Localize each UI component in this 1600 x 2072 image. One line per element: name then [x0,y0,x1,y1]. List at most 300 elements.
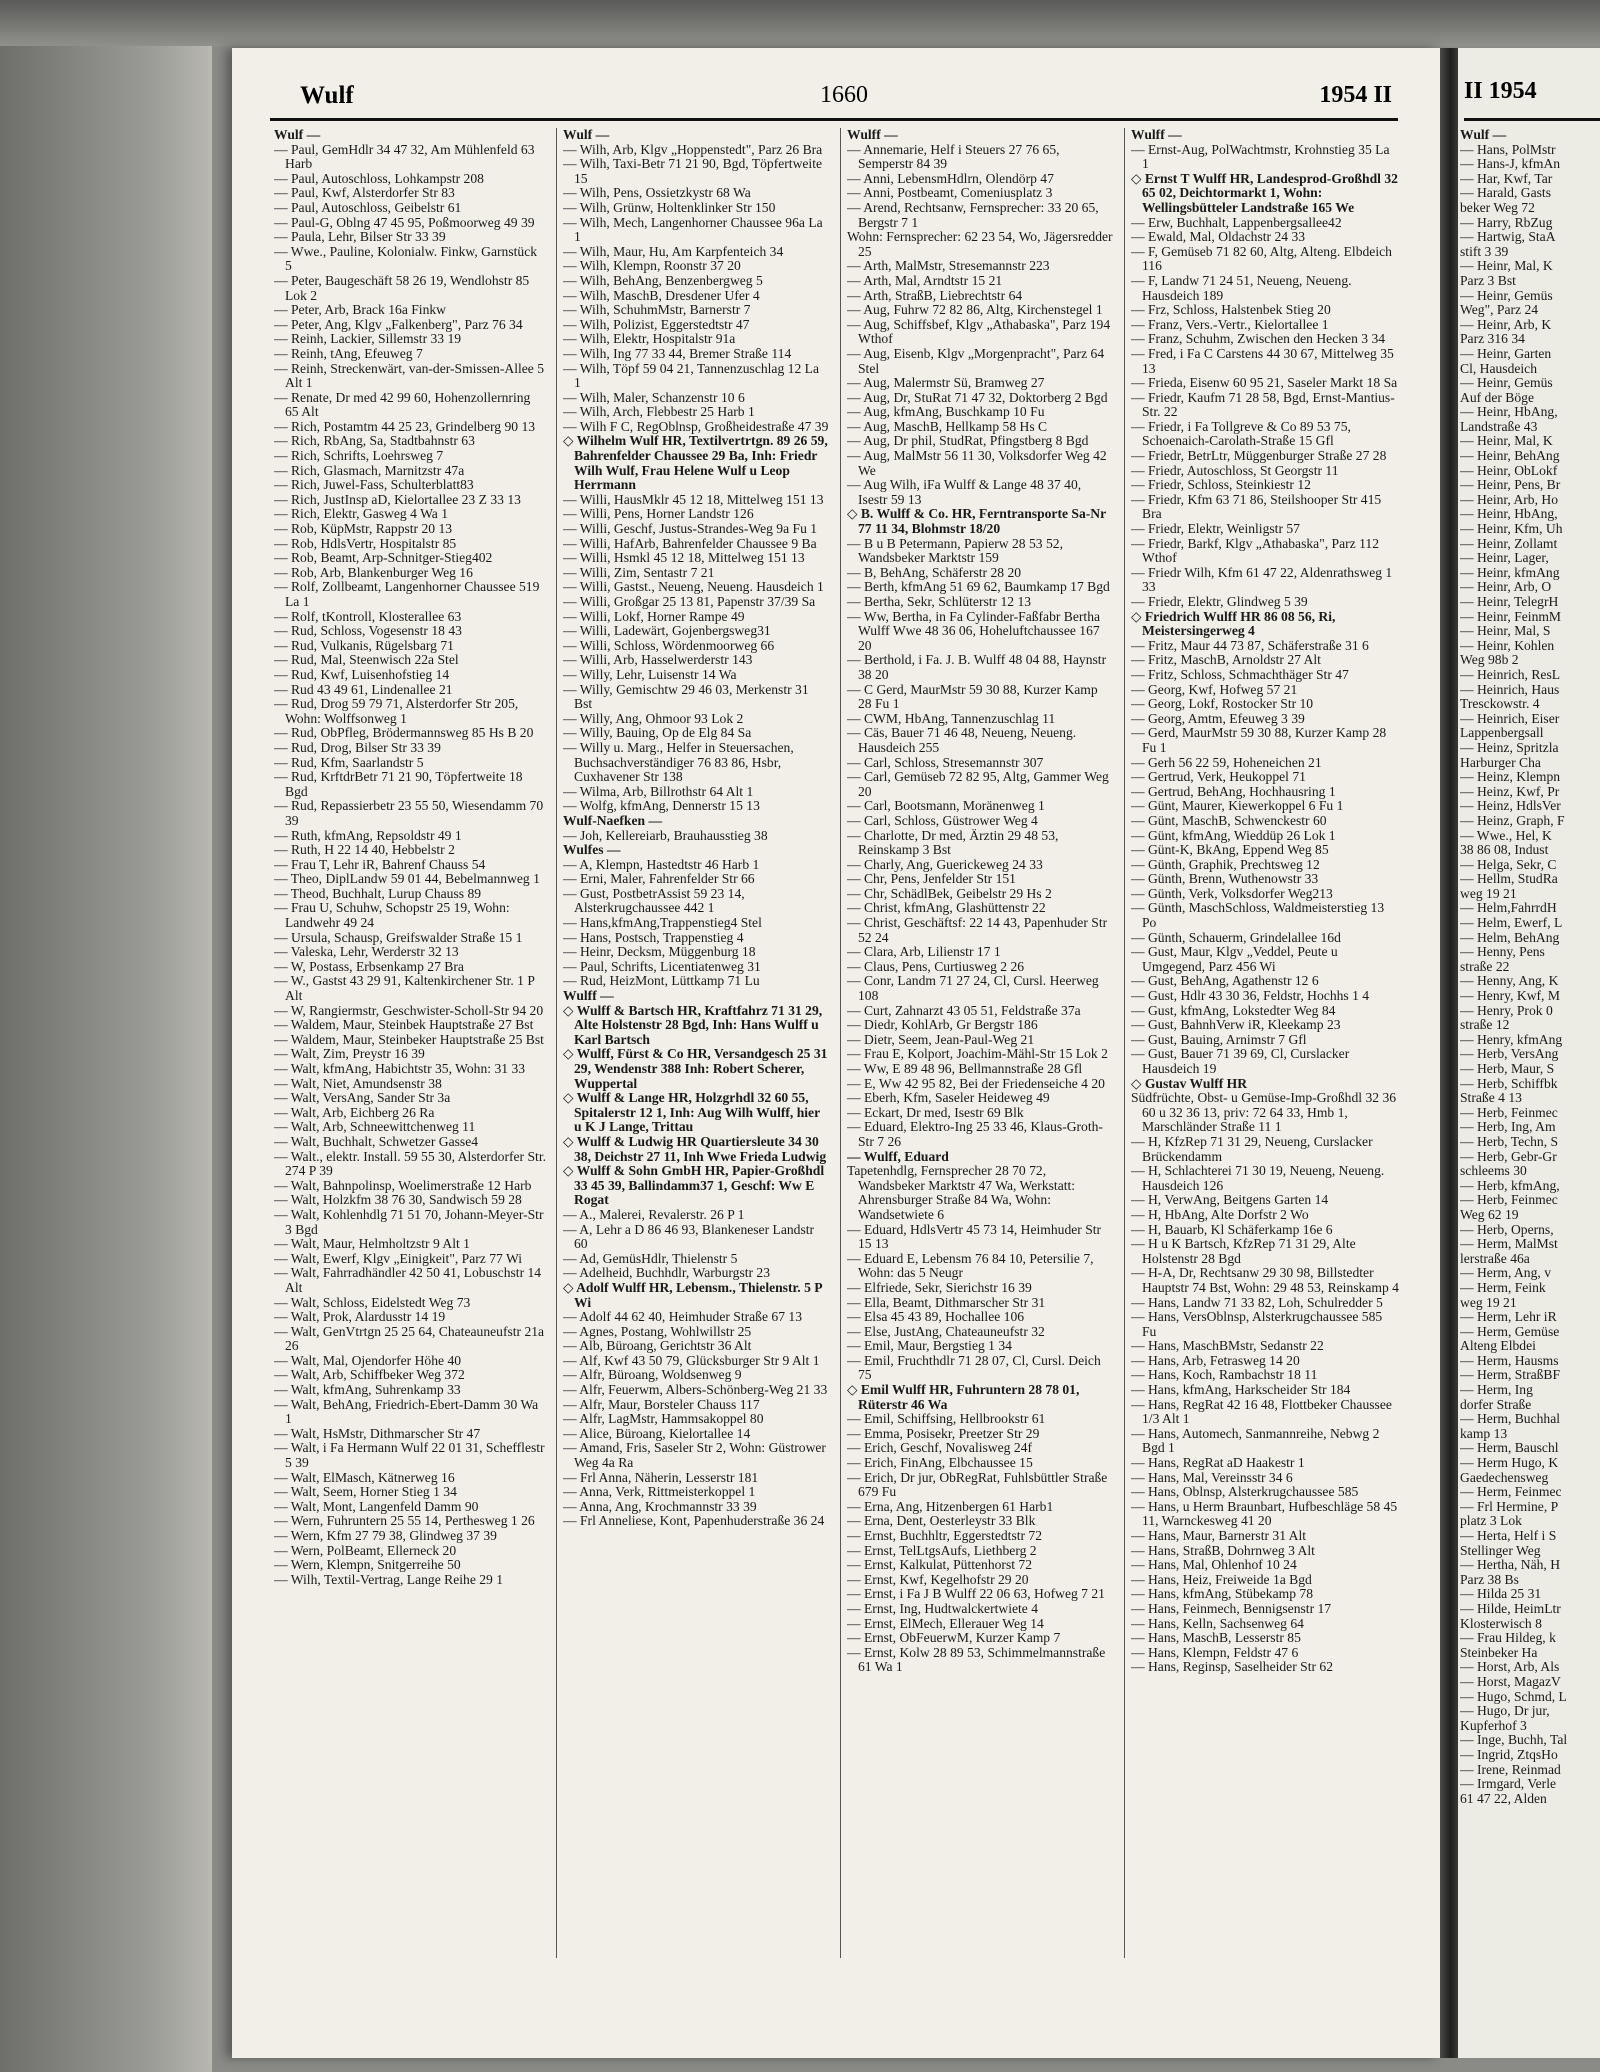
directory-entry: — Walt, Zim, Preystr 16 39 [274,1046,425,1062]
directory-entry: — Gerd, MaurMstr 59 30 88, Kurzer Kamp 28 Fu 1 [1131,725,1387,755]
directory-entry: — Hans, Reginsp, Saselheider Str 62 [1131,1659,1333,1675]
directory-entry: — Paul, Kwf, Alsterdorfer Str 83 [274,185,455,201]
directory-entry: — Rud, Repassierbetr 23 55 50, Wiesendamm 70 39 [274,798,544,828]
directory-entry: 38 86 08, Indust [1460,842,1549,858]
directory-entry: — W, Rangiermstr, Geschwister-Scholl-Str 94 20 [274,1002,544,1018]
directory-entry: — Paula, Lehr, Bilser Str 33 39 [274,229,446,245]
directory-entry: — A, Klempn, Hastedtstr 46 Harb 1 [563,856,760,872]
directory-entry: — Herm, Ang, v [1460,1265,1551,1281]
directory-entry: — Anni, LebensmHdlrn, Olendörp 47 [847,170,1054,186]
directory-entry: — Horst, MagazV [1460,1673,1561,1689]
column-divider [556,128,557,1958]
directory-entry: — Reinh, tAng, Efeuweg 7 [274,345,423,361]
book-gutter [1440,48,1458,2058]
directory-entry: — Henry, kfmAng [1460,1031,1563,1047]
directory-entry: kamp 13 [1460,1425,1508,1441]
directory-entry: Wulf-Naefken — [563,812,663,828]
directory-entry: — B u B Petermann, Papierw 28 53 52, Wandsbeker Marktstr 159 [847,535,1063,566]
directory-entry: — Hans, Kelln, Sachsenweg 64 [1131,1615,1304,1631]
directory-entry: ◇ Emil Wulff HR, Fuhruntern 28 78 01, Rüterstr 46 Wa [847,1382,1080,1412]
directory-entry: — Günth, Schauerm, Grindelallee 16d [1131,929,1341,945]
directory-entry: — Herb, Operns, [1460,1221,1554,1237]
directory-entry: — Clara, Arb, Lilienstr 17 1 [847,944,1001,960]
directory-entry: stift 3 39 [1460,243,1509,259]
directory-entry: — Ernst, TelLtgsAufs, Liethberg 2 [847,1542,1037,1558]
directory-entry: — Frz, Schloss, Halstenbek Stieg 20 [1131,302,1331,318]
directory-entry: ◇ Friedrich Wulff HR 86 08 56, Ri, Meistersingerweg 4 [1131,608,1336,639]
directory-entry: — Ernst, Kalkulat, Püttenhorst 72 [847,1557,1033,1573]
directory-entry: — Valeska, Lehr, Werderstr 32 13 [274,944,459,960]
directory-entry: — Walt, ElMasch, Kätnerweg 16 [274,1469,455,1485]
directory-entry: — Hans, Landw 71 33 82, Loh, Schulredder 5 [1131,1294,1383,1310]
directory-entry: — Frau Hildeg, k [1460,1630,1556,1646]
directory-entry: — Günt, kfmAng, Wieddüp 26 Lok 1 [1131,827,1336,843]
directory-entry: — H u K Bartsch, KfzRep 71 31 29, Alte Holstenstr 28 Bgd [1131,1236,1356,1266]
directory-entry: — Hans, PolMstr [1460,141,1556,157]
directory-entry: — Diedr, KohlArb, Gr Bergstr 186 [847,1017,1038,1033]
directory-entry: — Hans, Koch, Rambachstr 18 11 [1131,1367,1318,1383]
directory-entry: — Har, Kwf, Tar [1460,170,1553,186]
directory-entry: — Paul, Autoschloss, Lohkampstr 208 [274,170,484,186]
directory-entry: — Ewald, Mal, Oldachstr 24 33 [1131,229,1306,245]
directory-entry: — Heinr, BehAng [1460,448,1560,464]
directory-entry: — Erni, Maler, Fahrenfelder Str 66 [563,871,755,887]
directory-entry: — Willy, Gemischtw 29 46 03, Merkenstr 31 Bst [563,681,809,712]
directory-entry: weg 19 21 [1460,1294,1517,1310]
directory-entry: — Carl, Bootsmann, Moränenweg 1 [847,798,1045,814]
directory-entry: ◇ B. Wulff & Co. HR, Ferntransporte Sa-Nr 77 11 34, Blohmstr 18/20 [847,506,1106,537]
directory-entry: — Walt., elektr. Install. 59 55 30, Alsterdorfer Str. 274 P 39 [274,1148,546,1179]
directory-entry: — Alfr, Maur, Borsteler Chauss 117 [563,1396,760,1412]
directory-entry: ◇ Adolf Wulff HR, Lebensm., Thielenstr. 5 P Wi [563,1279,822,1310]
directory-entry: — Herm, StraßBF [1460,1367,1561,1383]
directory-entry: — Wern, PolBeamt, Ellerneck 20 [274,1542,457,1558]
directory-entry: — Anni, Postbeamt, Comeniusplatz 3 [847,185,1053,201]
directory-entry: ◇ Wulff & Sohn GmbH HR, Papier-Großhdl 33 45 39, Ballindamm37 1, Geschf: Ww E Rogat [563,1163,825,1208]
directory-entry: — Erw, Buchhalt, Lappenbergsallee42 [1131,214,1342,230]
directory-entry: — Hartwig, StaA [1460,229,1556,245]
directory-entry: — Walt, Arb, Schneewittchenweg 11 [274,1119,476,1135]
directory-entry: — Charlotte, Dr med, Ärztin 29 48 53, Reinskamp 3 Bst [847,827,1059,858]
directory-entry: — Dietr, Seem, Jean-Paul-Weg 21 [847,1031,1035,1047]
directory-entry: — Günt, MaschB, Schwenckestr 60 [1131,812,1327,828]
directory-entry: — Wilh, Grünw, Holtenklinker Str 150 [563,199,776,215]
directory-entry: — Carl, Schloss, Stresemannstr 307 [847,754,1044,770]
directory-entry: — Walt, kfmAng, Habichtstr 35, Wohn: 31 33 [274,1061,526,1076]
directory-entry: — Berth, kfmAng 51 69 62, Baumkamp 17 Bgd [847,579,1110,595]
directory-entry: Landstraße 43 [1460,418,1538,434]
directory-entry: — Eberh, Kfm, Saseler Heideweg 49 [847,1090,1050,1106]
directory-entry: — Willi, HausMklr 45 12 18, Mittelweg 151 13 [563,491,824,507]
directory-entry: — Walt, kfmAng, Suhrenkamp 33 [274,1382,461,1398]
directory-entry: — E, Ww 42 95 82, Bei der Friedenseiche 4 20 [847,1075,1105,1091]
directory-entry: Wulfes — [563,842,621,858]
directory-entry: Straße 4 13 [1460,1090,1522,1106]
directory-entry: — Rud, Kfm, Saarlandstr 5 [274,754,424,770]
directory-entry: — Rich, Juwel-Fass, Schulterblatt83 [274,477,474,493]
directory-entry: — Herb, kfmAng, [1460,1177,1560,1193]
directory-entry: — Aug, Eisenb, Klgv „Morgenpracht", Parz 64 Stel [847,345,1105,376]
directory-entry: — Willi, Zim, Sentastr 7 21 [563,564,715,580]
directory-entry: — Wilh, Elektr, Hospitalstr 91a [563,331,736,347]
directory-entry: — Ad, GemüsHdlr, Thielenstr 5 [563,1250,738,1266]
directory-entry: — Wilh, MaschB, Dresdener Ufer 4 [563,287,760,303]
directory-entry: — Franz, Vers.-Vertr., Kielortallee 1 [1131,316,1329,332]
directory-entry: — Walt, Schloss, Eidelstedt Weg 73 [274,1294,471,1310]
directory-entry: — Reinh, Lackier, Sillemstr 33 19 [274,331,462,347]
directory-entry: — Fred, i Fa C Carstens 44 30 67, Mittelweg 35 13 [1131,345,1394,376]
directory-entry: — Rob, Arb, Blankenburger Weg 16 [274,564,473,580]
directory-entry: — H, Bauarb, Kl Schäferkamp 16e 6 [1131,1221,1333,1237]
directory-entry: — Wilh, SchuhmMstr, Barnerstr 7 [563,302,751,318]
directory-entry: — Arth, StraßB, Liebrechtstr 64 [847,287,1023,303]
directory-entry: — Ernst, Kolw 28 89 53, Schimmelmannstraße 61 Wa 1 [847,1644,1106,1675]
directory-entry: — Friedr, Barkf, Klgv „Athabaska", Parz 112 Wthof [1131,535,1379,566]
directory-entry: — Paul-G, Oblng 47 45 95, Poßmoorweg 49 39 [274,214,535,230]
directory-entry: — Eduard, HdlsVertr 45 73 14, Heimhuder Str 15 13 [847,1221,1102,1252]
directory-entry: — Rud, Mal, Steenwisch 22a Stel [274,652,459,668]
directory-entry: — Hans, MaschBMstr, Sedanstr 22 [1131,1338,1324,1354]
directory-entry: — Rich, RbAng, Sa, Stadtbahnstr 63 [274,433,475,449]
directory-entry: — Rud 43 49 61, Lindenallee 21 [274,681,453,697]
directory-entry: Wohn: Fernsprecher: 62 23 54, Wo, Jägersredder 25 [847,229,1113,259]
directory-entry: Kupferhof 3 [1460,1717,1527,1733]
directory-entry: — Aug, Dr, StuRat 71 47 32, Doktorberg 2 Bgd [847,389,1108,405]
directory-entry: — Walt, Niet, Amundsenstr 38 [274,1075,442,1091]
directory-entry: — Waldem, Maur, Steinbek Hauptstraße 27 Bst [274,1017,534,1033]
directory-entry: platz 3 Lok [1460,1513,1522,1529]
directory-entry: — Alb, Büroang, Gerichtstr 36 Alt [563,1338,752,1354]
directory-entry: — Wilh, Maler, Schanzenstr 10 6 [563,389,745,405]
directory-entry: — Hans, RegRat 42 16 48, Flottbeker Chaussee 1/3 Alt 1 [1131,1396,1392,1427]
directory-entry: — Willi, Großgar 25 13 81, Papenstr 37/39 Sa [563,594,816,609]
directory-entry: — Heinr, ObLokf [1460,462,1558,478]
directory-entry: — Herm, MalMst [1460,1236,1558,1252]
directory-entry: — Wilh, Polizist, Eggerstedtstr 47 [563,316,750,332]
directory-entry: — Walt, VersAng, Sander Str 3a [274,1090,451,1106]
directory-entry: — Willi, Lokf, Horner Rampe 49 [563,608,745,624]
directory-entry: — Eduard E, Lebensm 76 84 10, Petersilie 7, Wohn: das 5 Neugr [847,1250,1094,1281]
directory-entry: — Herta, Helf i S [1460,1528,1557,1543]
directory-entry: — H, KfzRep 71 31 29, Neueng, Curslacker Brückendamm [1131,1133,1373,1164]
directory-entry: — Conr, Landm 71 27 24, Cl, Cursl. Heerweg 108 [847,973,1099,1004]
directory-entry: — Rich, Schrifts, Loehrsweg 7 [274,448,444,464]
directory-entry: — Peter, Arb, Brack 16a Finkw [274,302,446,318]
directory-entry: — Curt, Zahnarzt 43 05 51, Feldstraße 37a [847,1002,1081,1018]
directory-entry: — Walt, Mont, Langenfeld Damm 90 [274,1498,479,1514]
directory-entry: — Emil, Schiffsing, Hellbrookstr 61 [847,1411,1046,1427]
directory-entry: — F, Landw 71 24 51, Neueng, Neueng. Hausdeich 189 [1131,272,1352,303]
next-page-header: II 1954 [1464,78,1600,121]
directory-entry: — Walt, Arb, Eichberg 26 Ra [274,1104,435,1120]
directory-entry: — Heinr, FeinmM [1460,608,1562,624]
directory-entry: — Heinr, Lager, [1460,550,1549,566]
directory-entry: — Herm, Feinmec [1460,1484,1562,1500]
directory-entry: — Walt, BehAng, Friedrich-Ebert-Damm 30 Wa 1 [274,1396,539,1427]
directory-entry: — Günt, Maurer, Kiewerkoppel 6 Fu 1 [1131,798,1344,814]
directory-entry: — Walt, Maur, Helmholtzstr 9 Alt 1 [274,1236,470,1252]
directory-entry: — Irmgard, Verle [1460,1776,1557,1792]
directory-entry: — Irene, Reinmad [1460,1761,1561,1777]
directory-entry: — Friedr, Kfm 63 71 86, Steilshooper Str 415 Bra [1131,491,1382,522]
directory-entry: — Herm Hugo, K [1460,1455,1559,1471]
directory-entry: — Hilde, HeimLtr [1460,1600,1561,1616]
directory-entry: — Rud, Drog, Bilser Str 33 39 [274,739,441,755]
directory-entry: — Walt, Buchhalt, Schwetzer Gasse4 [274,1133,479,1149]
directory-entry: — Gust, BahnhVerw iR, Kleekamp 23 [1131,1017,1341,1033]
directory-entry: — Wilh, Maur, Hu, Am Karpfenteich 34 [563,243,784,259]
directory-entry: — Frieda, Eisenw 60 95 21, Saseler Markt 18 Sa [1131,375,1398,391]
directory-entry: — Heinz, HdlsVer [1460,798,1561,814]
directory-entry: — Joh, Kellereiarb, Brauhausstieg 38 [563,827,768,843]
directory-entry: — Herm, Hausms [1460,1352,1559,1368]
directory-entry: — Rich, Elektr, Gasweg 4 Wa 1 [274,506,449,522]
directory-entry: — Wilh, Pens, Ossietzkystr 68 Wa [563,185,751,201]
directory-entry: — Walt, Kohlenhdlg 71 51 70, Johann-Meyer-Str 3 Bgd [274,1206,544,1237]
directory-entry: — Rich, JustInsp aD, Kielortallee 23 Z 33 13 [274,491,521,507]
directory-entry: — Aug, MaschB, Hellkamp 58 Hs C [847,418,1048,434]
directory-entry: — Henny, Pens [1460,944,1545,960]
directory-entry: — Wilh, Töpf 59 04 21, Tannenzuschlag 12 La 1 [563,360,819,391]
directory-entry: — Heinr, Garten [1460,345,1552,361]
directory-entry: — Paul, GemHdlr 34 47 32, Am Mühlenfeld 63 Harb [274,141,535,172]
directory-entry: — Walt, Ewerf, Klgv „Einigkeit", Parz 77 Wi [274,1250,523,1266]
directory-entry: — CWM, HbAng, Tannenzuschlag 11 [847,710,1056,726]
directory-entry: dorfer Straße [1460,1396,1532,1412]
directory-entry: — Herm, Gemüse [1460,1323,1560,1339]
directory-entry: Weg 62 19 [1460,1206,1519,1222]
directory-entry: — Christ, kfmAng, Glashüttenstr 22 [847,900,1046,916]
directory-entry: — Bertha, Sekr, Schlüterstr 12 13 [847,594,1032,609]
directory-entry: — Herm, Buchhal [1460,1411,1561,1427]
directory-entry: — Helm, Ewerf, L [1460,915,1563,931]
directory-entry: Parz 38 Bs [1460,1571,1519,1587]
directory-entry: — Chr, Pens, Jenfelder Str 151 [847,871,1016,887]
directory-entry: — Willi, Pens, Horner Landstr 126 [563,506,754,522]
directory-entry: Harburger Cha [1460,754,1541,770]
directory-entry: — Ernst, ObFeuerwM, Kurzer Kamp 7 [847,1630,1061,1646]
directory-entry: — A, Lehr a D 86 46 93, Blankeneser Landstr 60 [563,1221,815,1252]
directory-entry: — Ingrid, ZtqsHo [1460,1746,1558,1762]
directory-entry: — Walt, GenVtrtgn 25 25 64, Chateauneufstr 21a 26 [274,1323,545,1354]
directory-entry: — Aug, kfmAng, Buschkamp 10 Fu [847,404,1045,420]
directory-entry: — Amand, Fris, Saseler Str 2, Wohn: Güstrower Weg 4a Ra [563,1440,826,1471]
directory-entry: — Arth, Mal, Arndtstr 15 21 [847,272,1003,288]
directory-entry: — Hans, u Herm Braunbart, Hufbeschläge 58 45 11, Warnckesweg 41 20 [1131,1498,1398,1529]
directory-entry: — Wilh, Taxi-Betr 71 21 90, Bgd, Töpfertweite 15 [563,156,823,186]
page-header [270,78,1398,121]
directory-entry: Steinbeker Ha [1460,1644,1538,1660]
directory-entry: — Georg, Lokf, Rostocker Str 10 [1131,696,1314,712]
directory-entry: — Heinr, Zollamt [1460,535,1558,551]
directory-entry: Cl, Hausdeich [1460,360,1538,376]
directory-entry: — Wilh, Klempn, Roonstr 37 20 [563,258,741,274]
directory-entry: — Willy, Bauing, Op de Elg 84 Sa [563,725,752,741]
directory-entry: — Cäs, Bauer 71 46 48, Neueng, Neueng. Hausdeich 255 [847,725,1077,755]
directory-entry: — Willy, Ang, Ohmoor 93 Lok 2 [563,710,744,726]
directory-entry: — Rob, HdlsVertr, Hospitalstr 85 [274,535,457,551]
directory-entry: — Heinr, Pens, Br [1460,477,1561,493]
directory-entry: — Hans, Postsch, Trappenstieg 4 [563,929,744,945]
directory-entry: — Heinz, Kwf, Pr [1460,783,1560,799]
directory-entry: Weg", Parz 24 [1460,302,1539,318]
directory-column-4 [1131,128,1399,2028]
directory-entry: — Herm, Ing [1460,1382,1533,1398]
directory-entry: — Eduard, Elektro-Ing 25 33 46, Klaus-Groth-Str 7 26 [847,1119,1103,1149]
directory-entry: — Heinr, Mal, S [1460,623,1551,639]
directory-entry: — Hans, Arb, Fetrasweg 14 20 [1131,1352,1300,1368]
header-year-volume: 1954 II [1319,82,1392,108]
directory-entry: ◇ Wulff, Fürst & Co HR, Versandgesch 25 31 29, Wendenstr 388 Inh: Robert Scherer, Wuppertal [563,1046,828,1091]
directory-entry: — Erna, Dent, Oesterleystr 33 Blk [847,1513,1036,1529]
directory-entry: — B, BehAng, Schäferstr 28 20 [847,564,1022,580]
directory-entry: — Heinr, Decksm, Müggenburg 18 [563,944,756,960]
directory-entry: Wulff — [1131,128,1182,142]
directory-entry: — Alfr, Büroang, Woldsenweg 9 [563,1367,742,1383]
directory-entry: — Franz, Schuhm, Zwischen den Hecken 3 34 [1131,331,1386,347]
directory-entry: — Wern, Kfm 27 79 38, Glindweg 37 39 [274,1528,497,1543]
header-surname: Wulf [300,82,354,109]
directory-entry: — Else, JustAng, Chateauneufstr 32 [847,1323,1045,1339]
directory-entry: — Henry, Prok 0 [1460,1002,1553,1018]
directory-entry: — Aug, Malermstr Sü, Bramweg 27 [847,375,1045,391]
directory-entry: — Arth, MalMstr, Stresemannstr 223 [847,258,1050,274]
directory-entry: — Emil, Maur, Bergstieg 1 34 [847,1338,1012,1354]
directory-entry: — Helm,FahrrdH [1460,900,1557,916]
directory-entry: — Erna, Ang, Hitzenbergen 61 Harb1 [847,1498,1054,1514]
directory-entry: — Peter, Baugeschäft 58 26 19, Wendlohstr 85 Lok 2 [274,272,530,303]
directory-entry: — Heinr, HbAng, [1460,404,1558,420]
directory-entry: — Ruth, H 22 14 40, Hebbelstr 2 [274,842,455,858]
directory-entry: Parz 316 34 [1460,331,1525,347]
directory-entry: — Hilda 25 31 [1460,1586,1542,1602]
directory-entry: — Wilh, Ing 77 33 44, Bremer Straße 114 [563,345,792,361]
directory-entry: — Ursula, Schausp, Greifswalder Straße 15 1 [274,929,523,945]
directory-entry: — W., Gastst 43 29 91, Kaltenkirchener Str. 1 P Alt [274,973,535,1004]
directory-entry: — Hans, Feinmech, Bennigsenstr 17 [1131,1600,1332,1616]
directory-entry: — Herm, Lehr iR [1460,1309,1557,1325]
directory-entry: — Aug, Fuhrw 72 82 86, Altg, Kirchenstegel 1 [847,302,1103,318]
directory-entry: — Friedr, Kaufm 71 28 58, Bgd, Ernst-Mantius-Str. 22 [1131,389,1395,420]
directory-entry: — Friedr, Elektr, Weinligstr 57 [1131,521,1300,537]
directory-entry: — Annemarie, Helf i Steuers 27 76 65, Semperstr 84 39 [847,141,1060,172]
directory-entry: Wulff — [847,128,898,142]
directory-entry: — Wilh, Arb, Klgv „Hoppenstedt", Parz 26 Bra [563,141,823,157]
directory-entry: — Wern, Klempn, Snitgerreihe 50 [274,1557,461,1573]
directory-column-1 [274,128,546,2028]
directory-entry: — Wilh, BehAng, Benzenbergweg 5 [563,272,763,288]
directory-entry: ◇ Ernst T Wulff HR, Landesprod-Großhdl 32 65 02, Deichtormarkt 1, Wohn: Wellingsbütteler Landstraße 165 We [1131,170,1398,215]
directory-entry: — Frl Anneliese, Kont, Papenhuderstraße 36 24 [563,1513,825,1529]
directory-entry: — Hans,kfmAng,Trappenstieg4 Stel [563,915,762,931]
directory-entry: — Aug Wilh, iFa Wulff & Lange 48 37 40, Isestr 59 13 [847,477,1082,507]
directory-entry: — Elsa 45 43 89, Hochallee 106 [847,1309,1025,1325]
directory-entry: Wulff — [563,988,614,1004]
directory-entry: — Hans, Mal, Vereinsstr 34 6 [1131,1469,1293,1485]
directory-entry: — Willi, Geschf, Justus-Strandes-Weg 9a Fu 1 [563,521,818,537]
directory-entry: — Heinr, Arb, K [1460,316,1552,332]
directory-entry: — Heinr, Gemüs [1460,375,1553,391]
directory-entry: — Frau E, Kolport, Joachim-Mähl-Str 15 Lok 2 [847,1046,1108,1062]
directory-entry: — Willi, Arb, Hasselwerderstr 143 [563,652,753,668]
directory-entry: — Eckart, Dr med, Isestr 69 Blk [847,1104,1024,1120]
directory-entry: Wulf — [1460,128,1507,142]
directory-entry: — Heinr, Kfm, Uh [1460,521,1563,537]
directory-entry: — Ruth, kfmAng, Repsoldstr 49 1 [274,827,462,843]
directory-entry: — Frau T, Lehr iR, Bahrenf Chauss 54 [274,856,486,872]
directory-entry: — Hugo, Schmd, L [1460,1688,1567,1704]
directory-entry: — Rich, Postamtm 44 25 23, Grindelberg 90 13 [274,418,536,434]
directory-entry: — Hans, kfmAng, Stübekamp 78 [1131,1586,1313,1602]
directory-entry: — Frl Anna, Näherin, Lesserstr 181 [563,1469,759,1485]
directory-entry: — Hans-J, kfmAn [1460,156,1561,172]
directory-entry: — Christ, Geschäftsf: 22 14 43, Papenhuder Str 52 24 [847,915,1108,945]
directory-entry: — Gertrud, Verk, Heukoppel 71 [1131,769,1306,785]
directory-entry: — Erich, Geschf, Novalisweg 24f [847,1440,1032,1456]
directory-entry: — Walt, Prok, Alardusstr 14 19 [274,1309,446,1325]
directory-entry: — Erich, Dr jur, ObRegRat, Fuhlsbüttler Straße 679 Fu [847,1469,1108,1500]
directory-entry: beker Weg 72 [1460,199,1535,215]
directory-entry: lerstraße 46a [1460,1250,1530,1266]
directory-entry: — Aug, Schiffsbef, Klgv „Athabaska", Parz 194 Wthof [847,316,1111,347]
directory-entry: — Wwe., Pauline, Kolonialw. Finkw, Garnstück 5 [274,243,538,274]
directory-entry: Auf der Böge [1460,389,1534,405]
directory-entry: — Walt, Fahrradhändler 42 50 41, Lobuschstr 14 Alt [274,1265,542,1295]
directory-entry: — Heinrich, ResL [1460,666,1561,682]
directory-entry: — A., Malerei, Revalerstr. 26 P 1 [563,1206,745,1222]
directory-entry: — Günth, Verk, Volksdorfer Weg213 [1131,885,1333,901]
directory-entry: — Rud, Kwf, Luisenhofstieg 14 [274,666,450,682]
directory-entry: — Elfriede, Sekr, Sierichstr 16 39 [847,1279,1032,1295]
directory-entry: — Hans, Heiz, Freiweide 1a Bgd [1131,1571,1312,1587]
directory-entry: — Georg, Kwf, Hofweg 57 21 [1131,681,1298,697]
directory-entry: — Walt, i Fa Hermann Wulf 22 01 31, Schefflestr 5 39 [274,1440,545,1471]
directory-entry: — Heinrich, Eiser [1460,710,1560,726]
scan-background-top [0,0,1600,46]
column-divider [1124,128,1125,1958]
directory-entry: — Georg, Amtm, Efeuweg 3 39 [1131,710,1305,726]
directory-entry: — Ella, Beamt, Dithmarscher Str 31 [847,1294,1046,1310]
directory-entry: ◇ Wulff & Bartsch HR, Kraftfahrz 71 31 29, Alte Holstenstr 28 Bgd, Inh: Hans Wulff u Karl Bartsch [563,1002,823,1047]
directory-entry: — Fritz, Maur 44 73 87, Schäferstraße 31 6 [1131,637,1369,653]
directory-entry: schleems 30 [1460,1163,1527,1179]
directory-entry: — Hans, VersOblnsp, Alsterkrugchaussee 585 Fu [1131,1309,1383,1339]
directory-entry: — Willi, Schloss, Wördenmoorweg 66 [563,637,775,653]
directory-entry: — Ernst, Buchhltr, Eggerstedtstr 72 [847,1528,1043,1543]
directory-entry: straße 12 [1460,1017,1510,1033]
directory-entry: — Wulff, Eduard [847,1148,949,1164]
directory-entry: — Paul, Autoschloss, Geibelstr 61 [274,199,462,215]
directory-entry: — C Gerd, MaurMstr 59 30 88, Kurzer Kamp 28 Fu 1 [847,681,1098,712]
directory-entry: — Gust, Bauing, Arnimstr 7 Gfl [1131,1031,1307,1047]
directory-entry: — Fritz, MaschB, Arnoldstr 27 Alt [1131,652,1321,668]
directory-entry: Klosterwisch 8 [1460,1615,1542,1631]
directory-entry: — Claus, Pens, Curtiusweg 2 26 [847,958,1025,974]
directory-entry: — Hans, RegRat aD Haakestr 1 [1131,1455,1305,1471]
directory-entry: — Herb, Ing, Am [1460,1119,1556,1135]
directory-entry: — Günth, Brenn, Wuthenowstr 33 [1131,871,1319,887]
directory-entry: — Gust, PostbetrAssist 59 23 14, Alsterkrugchaussee 442 1 [563,885,745,916]
directory-entry: — Peter, Ang, Klgv „Falkenberg", Parz 76 34 [274,316,523,332]
directory-entry: — Rob, KüpMstr, Rappstr 20 13 [274,521,453,537]
page-number: 1660 [820,82,868,108]
directory-entry: Tresckowstr. 4 [1460,696,1540,712]
directory-entry: — Hans, Oblnsp, Alsterkrugchaussee 585 [1131,1484,1359,1500]
directory-column-2 [563,128,829,2028]
directory-entry: — Heinrich, Haus [1460,681,1560,697]
directory-entry: — Ww, Bertha, in Fa Cylinder-Faßfabr Bertha Wulff Wwe 48 36 06, Hoheluftchaussee 167 20 [847,608,1101,653]
directory-entry: — Hertha, Näh, H [1460,1557,1561,1573]
